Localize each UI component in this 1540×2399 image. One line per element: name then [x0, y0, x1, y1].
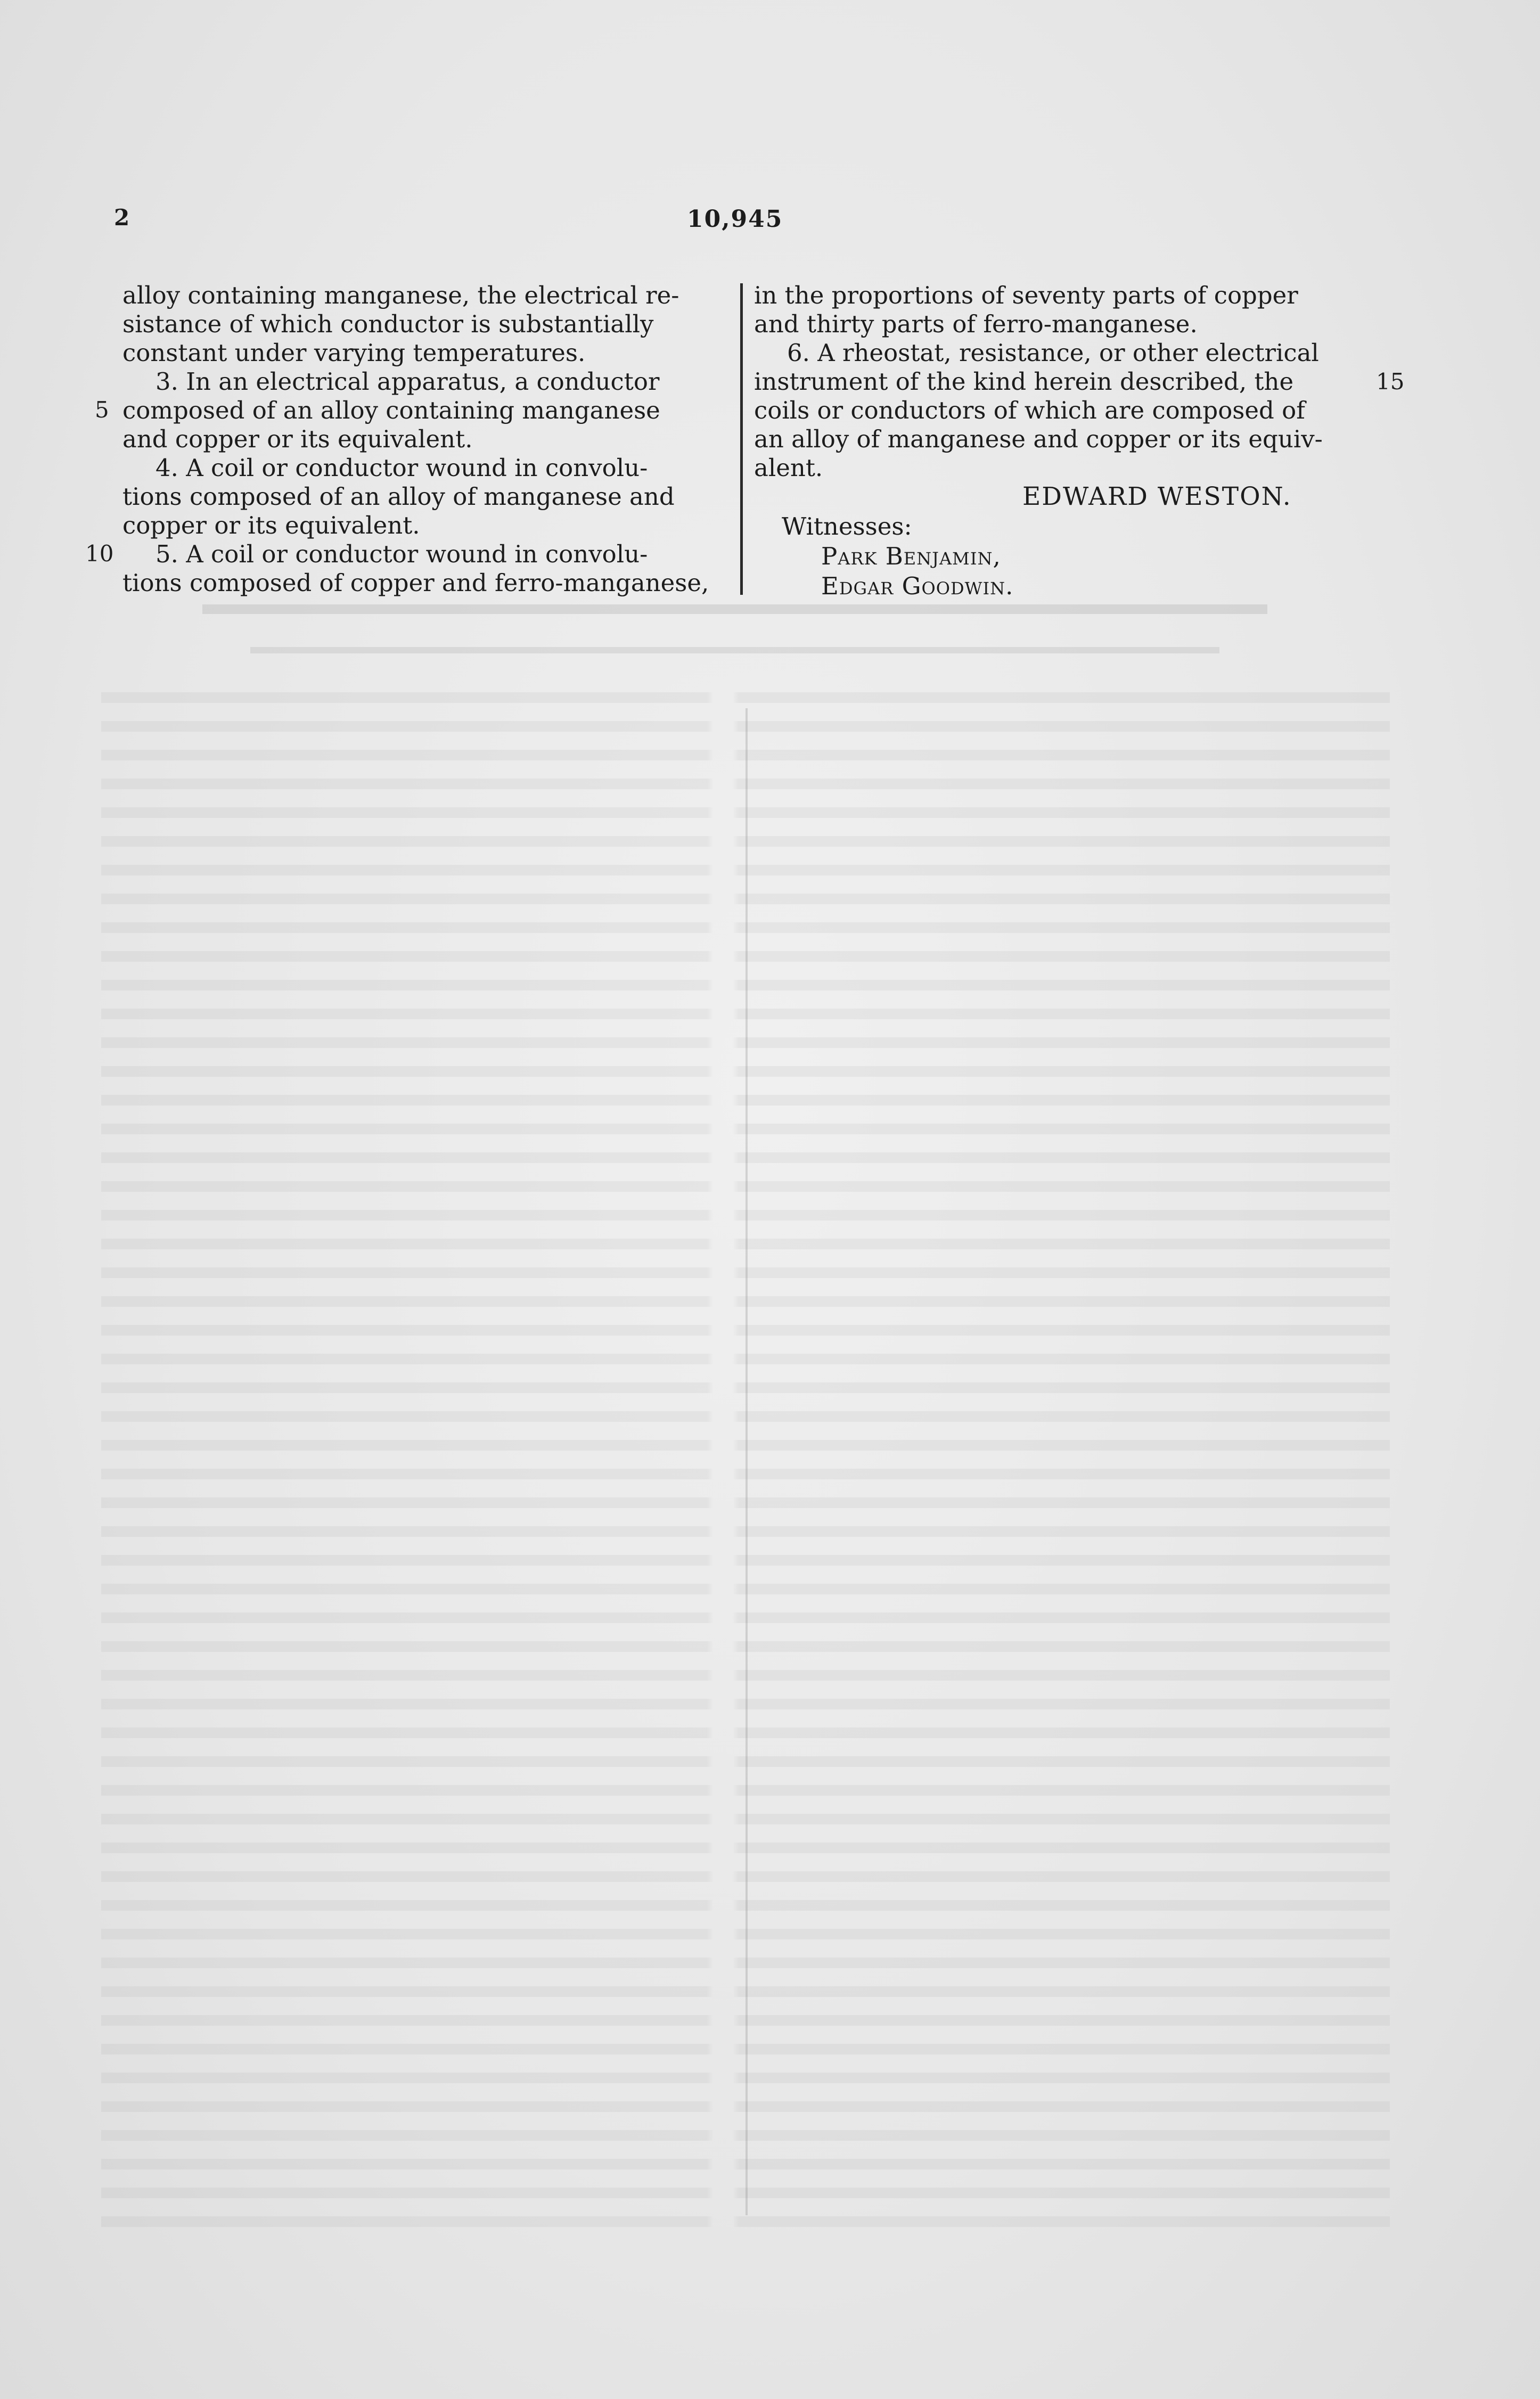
text-line: an alloy of manganese and copper or its equiv- [754, 425, 1323, 453]
claim-3-start: 3. In an electrical apparatus, a conductor [155, 367, 660, 396]
text-line: constant under varying temperatures. [122, 339, 586, 367]
show-through-subheading [250, 647, 1219, 653]
line-number-10: 10 [85, 541, 114, 567]
text-line: alloy containing manganese, the electrical re- [122, 281, 679, 309]
text-line: tions composed of an alloy of manganese and [122, 482, 675, 511]
page-number: 2 [114, 204, 130, 231]
show-through-heading [202, 604, 1267, 614]
text-line: in the proportions of seventy parts of copper [754, 281, 1298, 309]
claim-4-start: 4. A coil or conductor wound in convolu- [155, 454, 648, 482]
text-line: coils or conductors of which are composed of [754, 396, 1305, 424]
text-line: copper or its equivalent. [122, 511, 420, 539]
text-line: and copper or its equivalent. [122, 425, 473, 453]
inventor-name: EDWARD WESTON. [1022, 482, 1292, 511]
patent-number: 10,945 [687, 206, 783, 233]
text-line: instrument of the kind herein described, the [754, 367, 1294, 396]
column-divider [740, 283, 743, 595]
text-line: sistance of which conductor is substantially [122, 310, 654, 338]
left-column [122, 281, 730, 597]
claim-6-start: 6. A rheostat, resistance, or other electrical [787, 339, 1319, 367]
right-column [754, 281, 1372, 602]
text-line: composed of an alloy containing manganese [122, 396, 660, 424]
show-through-divider [746, 708, 748, 2215]
claim-5-start: 5. A coil or conductor wound in convolu- [155, 540, 648, 568]
witness-name: Edgar Goodwin. [821, 572, 1014, 600]
text-line: and thirty parts of ferro-manganese. [754, 310, 1198, 338]
line-number-5: 5 [95, 397, 109, 423]
text-line: alent. [754, 454, 823, 482]
witness-name: Park Benjamin, [821, 542, 1001, 570]
witnesses-label: Witnesses: [782, 512, 912, 541]
text-line: tions composed of copper and ferro-manganese, [122, 569, 709, 597]
line-number-15: 15 [1376, 369, 1405, 395]
